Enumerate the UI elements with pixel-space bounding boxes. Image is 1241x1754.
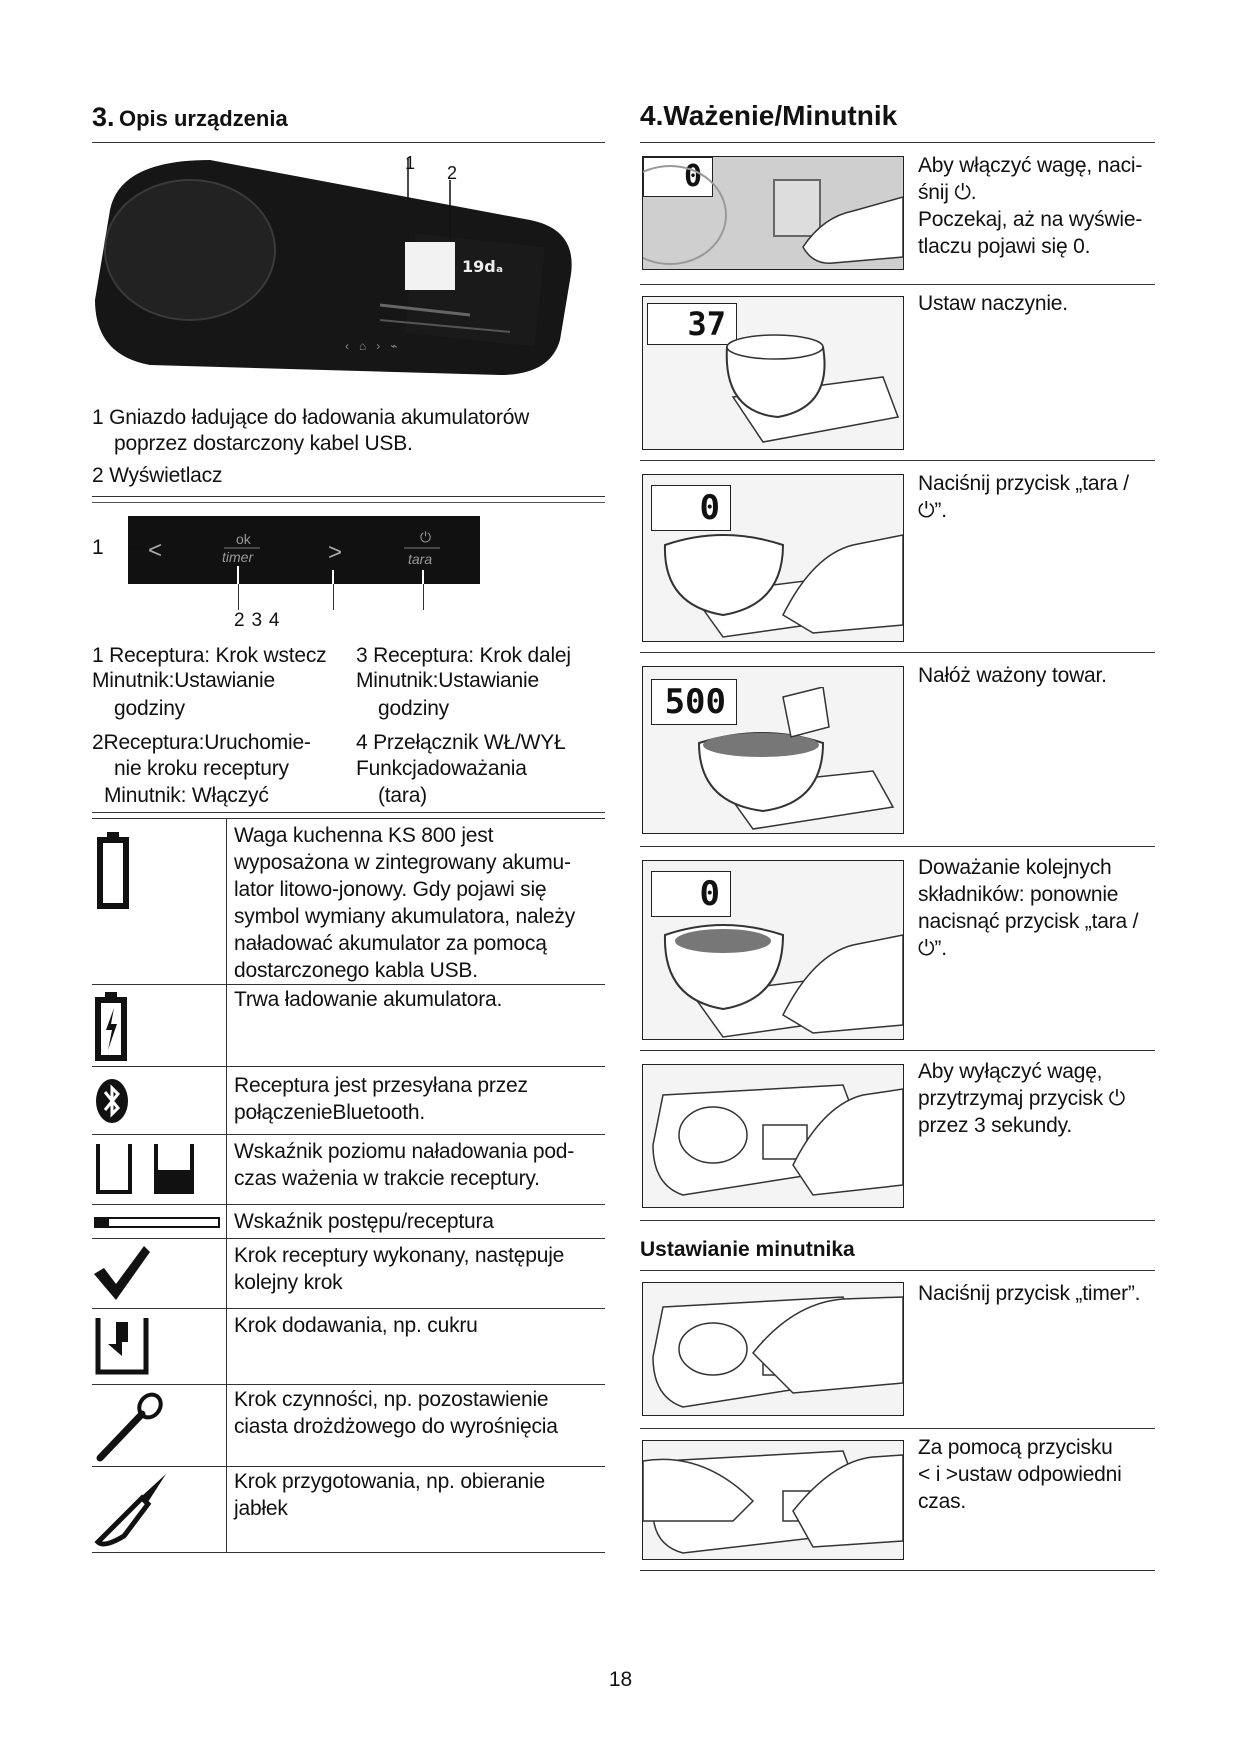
step-text-4-2: nacisnąć przycisk „tara / [918, 910, 1139, 933]
section-title: Opis urządzenia [118, 106, 288, 131]
symbol-text-3-0: Wskaźnik poziomu naładowania pod- [234, 1140, 575, 1163]
step-text-3-0: Nałóż ważony towar. [918, 664, 1107, 687]
step-text-0-1: śnij ⏻. [918, 181, 977, 204]
symbol-text-5-1: kolejny krok [234, 1271, 343, 1294]
bluetooth-icon [94, 1078, 130, 1129]
timer-figure-adjust [642, 1440, 904, 1560]
step-text-4-1: składników: ponownie [918, 883, 1119, 906]
symbol-text-5-0: Krok receptury wykonany, następuje [234, 1244, 565, 1267]
panel-timer-label: timer [222, 549, 254, 565]
legend-c4-l1: 4 Przełącznik WŁ/WYŁ [356, 731, 566, 754]
scale-display: 500 [651, 679, 737, 725]
svg-text:‹ ⌂ › ⌁: ‹ ⌂ › ⌁ [345, 339, 398, 353]
legend-rule-2 [92, 502, 605, 503]
step-figure-add-more [642, 860, 904, 1040]
step-figure-add-goods [642, 666, 904, 834]
step-text-4-3: ⏻”. [918, 937, 947, 960]
symbol-text-7-1: ciasta drożdżowego do wyrośnięcia [234, 1415, 558, 1438]
timer-heading: Ustawianie minutnika [640, 1238, 855, 1261]
panel-next-button: > [328, 539, 343, 566]
legend-rule [92, 496, 605, 497]
battery-charging-icon [94, 990, 128, 1067]
symbol-text-4-0: Wskaźnik postępu/receptura [234, 1210, 494, 1233]
symbol-text-0-4: naładować akumulator za pomocą [234, 932, 547, 955]
symbol-row [92, 1468, 605, 1552]
symbol-text-3-1: czas ważenia w trakcie receptury. [234, 1167, 540, 1190]
symbol-row [92, 1136, 605, 1202]
legend-c2-title: 3 Receptura: Krok dalej [356, 644, 571, 667]
section-number: 3. [92, 102, 115, 132]
step-figure-set-bowl [642, 296, 904, 450]
legend-c2-l3: godziny [378, 697, 449, 720]
legend-c2-l2: Minutnik:Ustawianie [356, 669, 539, 692]
symbol-text-0-5: dostarczonego kabla USB. [234, 959, 478, 982]
legend-c3-l2: nie kroku receptury [114, 757, 289, 780]
symbol-row [92, 1068, 605, 1132]
battery-icon [96, 830, 130, 915]
heading-rule-right [640, 142, 1155, 143]
step-text-4-0: Doważanie kolejnych [918, 856, 1112, 879]
section-4-heading: 4.Ważenie/Minutnik [640, 100, 898, 131]
device-illustration [90, 150, 590, 390]
scale-display: 37 [647, 303, 737, 345]
symbol-row [92, 1240, 605, 1306]
step-text-5-0: Aby wyłączyć wagę, [918, 1060, 1103, 1083]
legend-c4-l2: Funkcjadoważania [356, 757, 527, 780]
scale-display: 0 [651, 871, 731, 917]
scale-display: 0 [651, 485, 731, 531]
step-text-5-2: przez 3 sekundy. [918, 1114, 1072, 1137]
knife-icon [94, 1472, 170, 1555]
step-figure-power-on [642, 156, 904, 270]
legend-rule-bottom [92, 812, 605, 813]
legend-c1-title: 1 Receptura: Krok wstecz [92, 644, 327, 667]
legend-c1-l2: Minutnik:Ustawianie [92, 669, 275, 692]
device-legend-2: 2 Wyświetlacz [92, 464, 223, 487]
scale-display: 0 [643, 157, 713, 197]
checkmark-icon [92, 1244, 152, 1307]
device-display-text: 19dₐ [462, 257, 504, 276]
panel-power-icon: ⏻ [420, 529, 432, 545]
symbol-text-0-3: symbol wymiany akumulatora, należy [234, 905, 576, 928]
step-text-0-3: tlaczu pojawi się 0. [918, 235, 1091, 258]
device-legend-1b: poprzez dostarczony kabel USB. [114, 432, 413, 455]
legend-c3-l3: Minutnik: Włączyć [104, 784, 269, 807]
whisk-icon [94, 1392, 164, 1467]
timer-figure-press [642, 1282, 904, 1416]
legend-c3-l1: 2Receptura:Uruchomie- [92, 731, 311, 754]
heading-rule-left [92, 142, 605, 143]
step-text-0-0: Aby włączyć wagę, naci- [918, 154, 1143, 177]
symbol-row [92, 1310, 605, 1382]
symbol-text-1-0: Trwa ładowanie akumulatora. [234, 988, 503, 1011]
symbol-text-8-0: Krok przygotowania, np. obieranie [234, 1470, 545, 1493]
symbol-row [92, 1386, 605, 1466]
step-text-1-0: Ustaw naczynie. [918, 292, 1068, 315]
fill-level-icon [94, 1142, 198, 1201]
symbol-text-0-0: Waga kuchenna KS 800 jest [234, 824, 494, 847]
symbol-text-8-1: jabłek [234, 1497, 288, 1520]
step-text-2-0: Naciśnij przycisk „tara / [918, 472, 1129, 495]
device-legend-1: 1 Gniazdo ładujące do ładowania akumulatorów [92, 406, 530, 429]
panel-tara-label: tara [408, 551, 433, 567]
progress-bar-icon [94, 1216, 222, 1234]
control-panel [128, 516, 480, 584]
symbol-text-7-0: Krok czynności, np. pozostawienie [234, 1388, 549, 1411]
device-callout-1: 1 [405, 153, 415, 173]
step-text-5-1: przytrzymaj przycisk ⏻ [918, 1087, 1126, 1110]
timer-text-1-1: < i >ustaw odpowiedni [918, 1463, 1122, 1486]
step-text-0-2: Poczekaj, aż na wyświe- [918, 208, 1143, 231]
panel-callouts-bottom: 2 3 4 [234, 610, 280, 631]
legend-c1-l3: godziny [114, 697, 185, 720]
symbol-text-2-0: Receptura jest przesyłana przez [234, 1074, 528, 1097]
step-figure-tara [642, 474, 904, 642]
symbol-text-0-1: wyposażona w zintegrowany akumu- [234, 851, 571, 874]
symbol-row [92, 1206, 605, 1238]
legend-c4-l3: (tara) [378, 784, 427, 807]
symbol-text-6-0: Krok dodawania, np. cukru [234, 1314, 478, 1337]
device-callout-2: 2 [447, 163, 457, 183]
section-3-heading [92, 102, 288, 133]
symbol-row [92, 986, 605, 1064]
timer-text-1-0: Za pomocą przycisku [918, 1436, 1113, 1459]
page-number: 18 [608, 1668, 633, 1691]
panel-back-button: < [148, 537, 163, 564]
symbol-row [92, 822, 605, 982]
timer-text-1-2: czas. [918, 1490, 967, 1513]
symbol-text-2-1: połączenieBluetooth. [234, 1101, 425, 1124]
panel-ok-label: ok [236, 531, 251, 547]
step-text-2-1: ⏻”. [918, 499, 947, 522]
timer-text-0-0: Naciśnij przycisk „timer”. [918, 1282, 1141, 1305]
add-step-icon [94, 1316, 150, 1381]
panel-callout-1: 1 [92, 536, 104, 559]
step-figure-power-off [642, 1064, 904, 1208]
symbol-text-0-2: lator litowo-jonowy. Gdy pojawi się [234, 878, 547, 901]
